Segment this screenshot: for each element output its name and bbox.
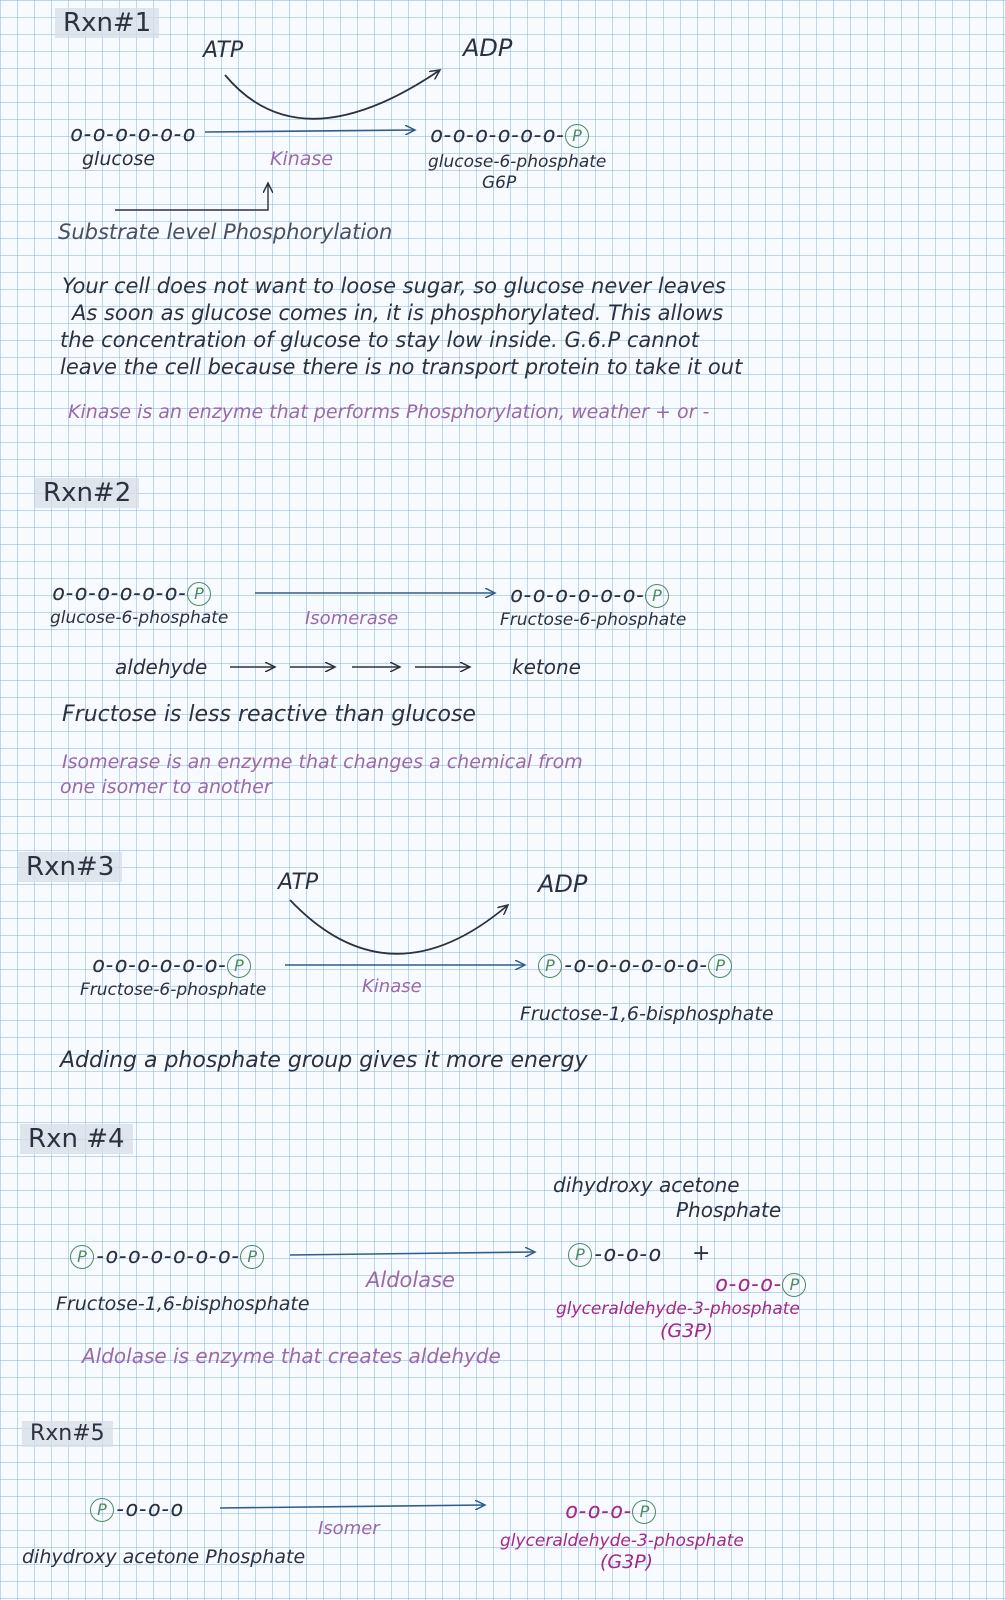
- rxn4-definition: Aldolase is enzyme that creates aldehyde: [82, 1344, 501, 1368]
- rxn1-definition: Kinase is an enzyme that performs Phosphorylation, weather + or -: [68, 401, 710, 423]
- rxn1-atp: ATP: [203, 38, 244, 63]
- rxn4-reactant-label: Fructose-1,6-bisphosphate: [56, 1293, 310, 1315]
- rxn2-definition-2: one isomer to another: [60, 776, 272, 798]
- rxn4-enzyme: Aldolase: [366, 1268, 455, 1292]
- rxn4-dhap-line2: Phosphate: [676, 1198, 782, 1222]
- rxn5-reactant-label: dihydroxy acetone Phosphate: [22, 1546, 306, 1568]
- rxn2-definition-1: Isomerase is an enzyme that changes a chemical from: [62, 751, 583, 773]
- rxn4-arrow: [290, 1252, 535, 1255]
- rxn1-header: Rxn#1: [55, 8, 159, 38]
- rxn3-reactant-chain: o-o-o-o-o-o- P: [92, 954, 251, 978]
- rxn1-reactant-label: glucose: [82, 148, 156, 170]
- rxn5-product-chain: o-o-o- P: [565, 1500, 656, 1524]
- rxn5-product-label: glyceraldehyde-3-phosphate: [500, 1531, 744, 1551]
- rxn1-note-2: As soon as glucose comes in, it is phosphorylated. This allows: [72, 301, 724, 325]
- rxn2-to-group: ketone: [512, 655, 581, 679]
- phosphate-circle: P: [782, 1273, 806, 1297]
- rxn3-adp: ADP: [538, 870, 588, 898]
- rxn3-atp-curve: [290, 900, 508, 954]
- rxn3-product-label: Fructose-1,6-bisphosphate: [520, 1003, 774, 1025]
- rxn2-reactant-label: glucose-6-phosphate: [50, 608, 229, 628]
- phosphate-circle: P: [645, 584, 669, 608]
- phosphate-circle: P: [568, 1243, 592, 1267]
- rxn3-enzyme: Kinase: [362, 976, 422, 997]
- rxn5-arrow: [220, 1505, 485, 1508]
- rxn4-product2-label: glyceraldehyde-3-phosphate: [556, 1299, 800, 1319]
- phosphate-circle: P: [227, 954, 251, 978]
- phosphate-circle: P: [632, 1500, 656, 1524]
- rxn1-arrow: [205, 130, 415, 132]
- rxn4-product2-abbr: (G3P): [660, 1320, 714, 1342]
- rxn3-reactant-label: Fructose-6-phosphate: [80, 980, 267, 1000]
- rxn2-reactant-chain: o-o-o-o-o-o- P: [52, 582, 211, 606]
- rxn4-product1-chain: P -o-o-o: [568, 1243, 659, 1267]
- rxn4-reactant-chain: P -o-o-o-o-o-o- P: [70, 1245, 264, 1269]
- rxn1-reactant-chain: o-o-o-o-o-o: [70, 122, 194, 147]
- rxn3-atp: ATP: [278, 870, 319, 895]
- rxn5-enzyme: Isomer: [318, 1518, 380, 1539]
- rxn4-product2-chain: o-o-o- P: [715, 1273, 806, 1297]
- rxn1-product-chain: o-o-o-o-o-o- P: [430, 124, 589, 148]
- rxn1-note-1: Your cell does not want to loose sugar, so glucose never leaves: [62, 274, 726, 298]
- rxn1-note-4: leave the cell because there is no transport protein to take it out: [60, 355, 743, 379]
- rxn1-bracket: [115, 183, 268, 210]
- rxn3-product-chain: P -o-o-o-o-o-o- P: [538, 954, 732, 978]
- rxn1-atp-curve: [225, 70, 440, 119]
- rxn1-product-label: glucose-6-phosphate: [428, 152, 607, 172]
- rxn5-product-abbr: (G3P): [600, 1551, 654, 1573]
- phosphate-circle: P: [538, 954, 562, 978]
- rxn1-product-abbr: G6P: [482, 173, 517, 193]
- rxn5-header: Rxn#5: [22, 1421, 113, 1447]
- phosphate-circle: P: [708, 954, 732, 978]
- rxn2-from-group: aldehyde: [115, 655, 208, 679]
- rxn2-product-label: Fructose-6-phosphate: [500, 610, 687, 630]
- rxn1-note-3: the concentration of glucose to stay low inside. G.6.P cannot: [60, 328, 699, 352]
- rxn1-process: Substrate level Phosphorylation: [58, 220, 393, 244]
- rxn2-note: Fructose is less reactive than glucose: [62, 702, 476, 727]
- rxn4-dhap-line1: dihydroxy acetone: [553, 1173, 740, 1197]
- rxn5-reactant-chain: P -o-o-o: [90, 1498, 181, 1522]
- phosphate-circle: P: [187, 582, 211, 606]
- rxn4-header: Rxn #4: [20, 1124, 133, 1154]
- phosphate-circle: P: [565, 124, 589, 148]
- rxn4-plus: +: [692, 1241, 711, 1266]
- rxn2-product-chain: o-o-o-o-o-o- P: [510, 584, 669, 608]
- rxn3-note: Adding a phosphate group gives it more energy: [60, 1048, 588, 1073]
- phosphate-circle: P: [90, 1498, 114, 1522]
- rxn2-header: Rxn#2: [35, 478, 139, 508]
- phosphate-circle: P: [70, 1245, 94, 1269]
- rxn1-adp: ADP: [463, 34, 513, 62]
- phosphate-circle: P: [240, 1245, 264, 1269]
- rxn3-header: Rxn#3: [18, 852, 122, 882]
- rxn1-enzyme: Kinase: [270, 148, 334, 170]
- rxn2-enzyme: Isomerase: [305, 608, 399, 629]
